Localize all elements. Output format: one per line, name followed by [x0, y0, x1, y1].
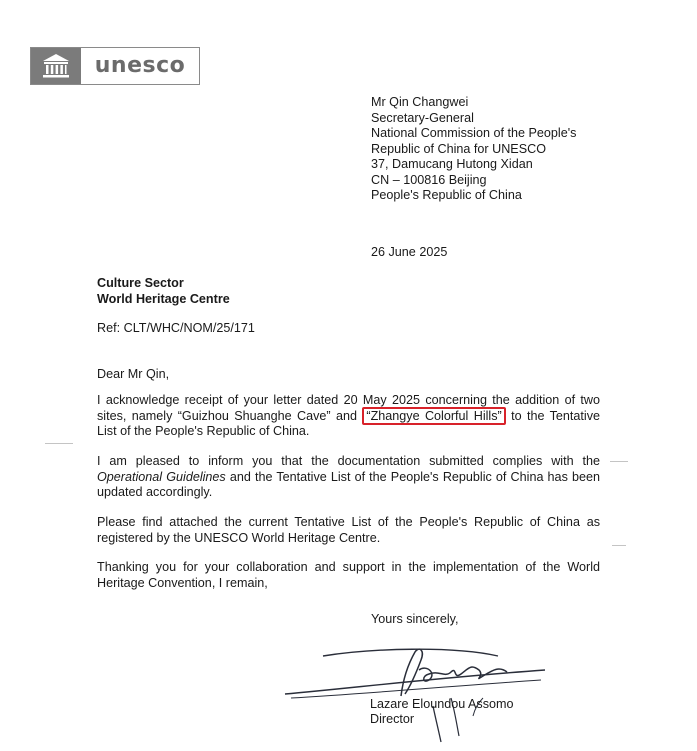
- temple-icon: [31, 48, 81, 84]
- p1-text-before: I acknowledge receipt of your letter dated 20 May 2025 concerning the addition of two sites, namely “Guizhou Shuanghe Cave” and: [97, 393, 600, 423]
- scan-artifact: [45, 443, 73, 444]
- paragraph-acknowledgement: [97, 393, 600, 440]
- highlighted-site-name: “Zhangye Colorful Hills”: [362, 407, 505, 425]
- closing-phrase: Yours sincerely,: [371, 612, 459, 626]
- signatory-title: Director: [370, 712, 415, 726]
- letter-date: 26 June 2025: [371, 245, 448, 259]
- recipient-line: Mr Qin Changwei: [371, 95, 469, 109]
- p2-text-after: and the Tentative List of the People's Republic of China has been updated accordingly.: [97, 469, 600, 499]
- scan-artifact: [612, 545, 626, 546]
- p2-text-before: I am pleased to inform you that the documentation submitted complies with the: [97, 454, 600, 468]
- recipient-line: CN – 100816 Beijing: [371, 172, 487, 187]
- handwritten-signature: [283, 636, 548, 746]
- salutation: Dear Mr Qin,: [97, 367, 170, 381]
- recipient-line: 37, Damucang Hutong Xidan: [371, 157, 533, 171]
- paragraph-compliance: [97, 454, 600, 501]
- scan-artifact: [610, 461, 628, 462]
- reference-number: Ref: CLT/WHC/NOM/25/171: [97, 321, 255, 335]
- operational-guidelines: Operational Guidelines: [97, 469, 226, 484]
- sender-block: [97, 276, 230, 307]
- paragraph-attachment: Please find attached the current Tentative List of the People's Republic of China as registered by the UNESCO World Heritage Centre.: [97, 515, 600, 545]
- p1-text-after: to the Tentative List of the People's Republic of China.: [97, 408, 601, 438]
- signatory-name: Lazare Eloundou Assomo: [370, 697, 514, 711]
- sender-centre: World Heritage Centre: [97, 291, 230, 306]
- recipient-line: Secretary-General: [371, 110, 474, 125]
- recipient-line: National Commission of the People's: [371, 126, 577, 140]
- unesco-logo: [30, 47, 200, 85]
- recipient-line: People's Republic of China: [371, 188, 522, 202]
- logo-wordmark: unesco: [94, 53, 186, 79]
- recipient-line: Republic of China for UNESCO: [371, 141, 546, 156]
- paragraph-thanks: Thanking you for your collaboration and support in the implementation of the World Heritage Convention, I remain,: [97, 560, 600, 590]
- sender-sector: Culture Sector: [97, 276, 184, 290]
- recipient-address: [371, 95, 576, 204]
